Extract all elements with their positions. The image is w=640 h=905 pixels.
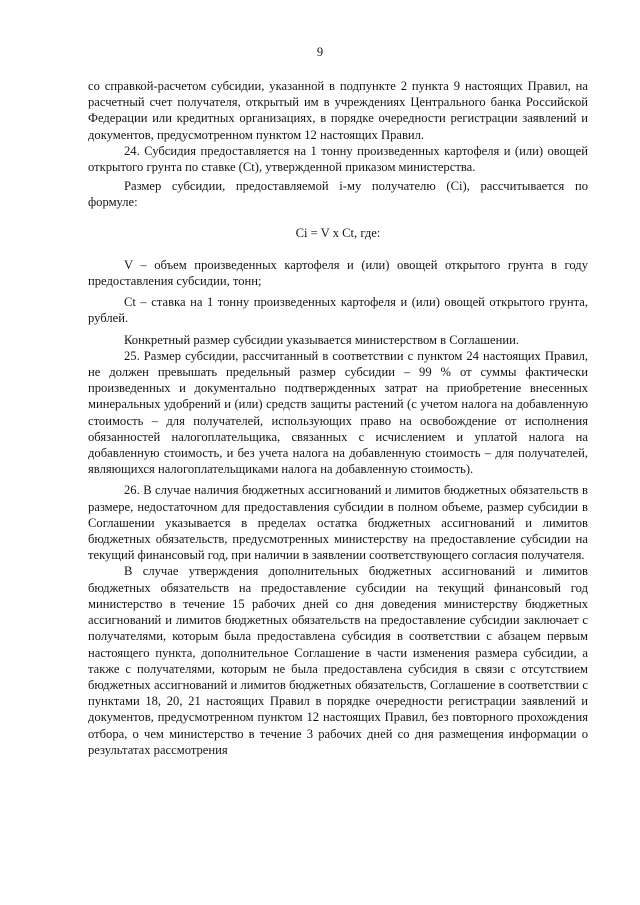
paragraph-25: 25. Размер субсидии, рассчитанный в соответствии с пунктом 24 настоящих Правил, не должен превышать предельный размер субсидии – 99 % от суммы фактически произведенных и документально подтвержденных затрат на приобретение внесенных минеральных удобрений и (или) средств защиты растений (с учетом налога на добавленную стоимость – для получателей, использующих право на освобождение от исполнения обязанностей налогоплательщика, связанных с исчислением и уплатой налога на добавленную стоимость, и без учета налога на добавленную стоимость – для получателей, являющихся налогоплательщиками налога на добавленную стоимость). xyxy=(88,348,588,477)
paragraph-ct-definition: Ct – ставка на 1 тонну произведенных картофеля и (или) овощей открытого грунта, рублей. xyxy=(88,295,588,326)
paragraph-continuation: со справкой-расчетом субсидии, указанной в подпункте 2 пункта 9 настоящих Правил, на расчетный счет получателя, открытый им в учреждениях Центрального банка Российской Федерации или кредитных организациях, в порядке очередности регистрации заявлений и документов, предусмотренном пунктом 12 настоящих Правил. xyxy=(88,79,588,142)
document-body xyxy=(88,78,588,758)
paragraph-v-definition: V – объем произведенных картофеля и (или) овощей открытого грунта в году предоставления субсидии, тонн; xyxy=(88,257,588,289)
formula: Ci = V x Ct, где: xyxy=(295,225,381,240)
paragraph-subsidy-size: Размер субсидии, предоставляемой i-му получателю (Ci), рассчитывается по формуле: xyxy=(88,179,588,210)
paragraph-26: 26. В случае наличия бюджетных ассигнований и лимитов бюджетных обязательств в размере, недостаточном для предоставления субсидии в полном объеме, размер субсидии в Соглашении указывается в пределах остатка бюджетных ассигнований и лимитов бюджетных обязательств, предусмотренных министерству на предоставление субсидии на текущий финансовый год, при наличии в заявлении соответствующего согласия получателя. xyxy=(88,483,588,563)
page-number: 9 xyxy=(316,45,324,59)
paragraph-specific-size: Конкретный размер субсидии указывается министерством в Соглашении. xyxy=(124,332,519,347)
paragraph-24: 24. Субсидия предоставляется на 1 тонну произведенных картофеля и (или) овощей открытого грунта по ставке (Ct), утвержденной приказом министерства. xyxy=(88,143,588,175)
paragraph-additional-allocations: В случае утверждения дополнительных бюджетных ассигнований и лимитов бюджетных обязательств на предоставление субсидии на текущий финансовый год министерство в течение 15 рабочих дней со дня доведения министерству бюджетных ассигнований и лимитов бюджетных обязательств на предоставление субсидии заключает с получателями, которым была предоставлена субсидия в соответствии с абзацем первым настоящего пункта, дополнительное Соглашение в части изменения размера субсидии, а также с получателями, которым не была предоставлена субсидия в связи с отсутствием бюджетных ассигнований и лимитов бюджетных обязательств, Соглашение в соответствии с пунктами 18, 20, 21 настоящих Правил в порядке очередности регистрации заявлений и документов, предусмотренном пунктом 12 настоящих Правил, без повторного прохождения отбора, о чем министерство в течение 3 рабочих дней со дня размещения информации о результатах рассмотрения xyxy=(88,564,588,757)
